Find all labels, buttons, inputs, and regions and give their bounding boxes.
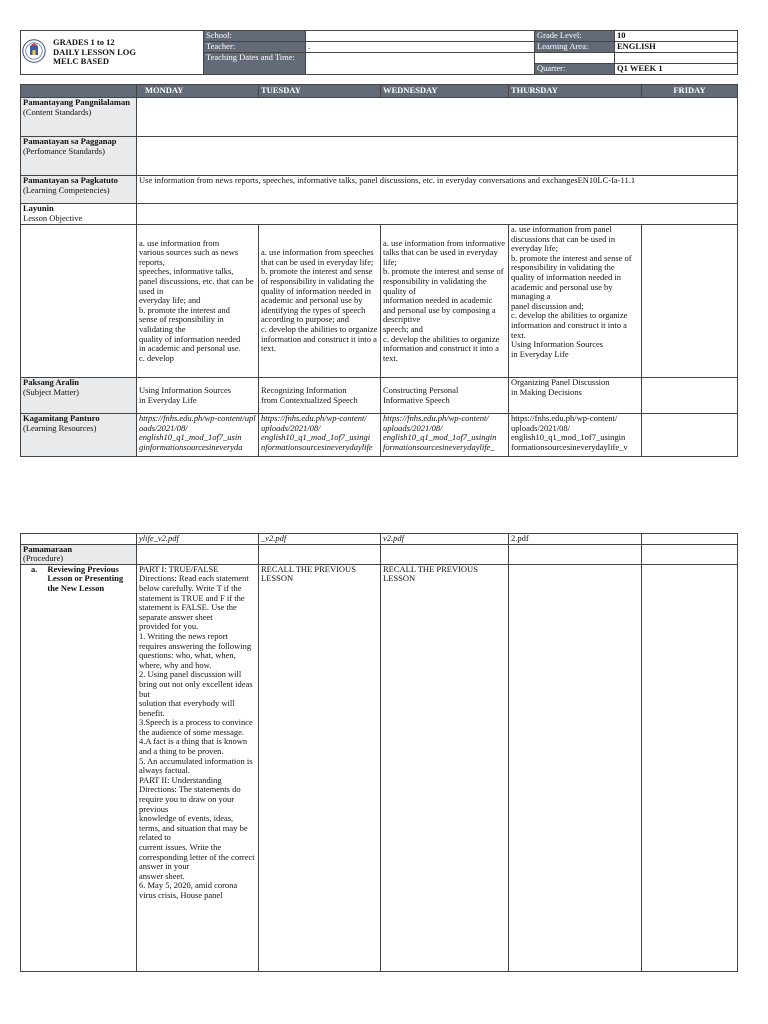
review-thursday[interactable]: [509, 564, 642, 971]
row-title: Pamantayan sa Pagganap: [23, 136, 117, 146]
objective-wednesday[interactable]: a. use information from informative talks that can be used in everyday life; b. promote the interest and sense of responsibility in validating the quality of information needed in academic and personal use by composing a descriptive speech; and c. develop the abilities to organize information and construct it into a text.: [381, 225, 509, 378]
day-tuesday: TUESDAY: [259, 85, 381, 98]
resource-link-wednesday[interactable]: https://fnhs.edu.ph/wp-content/ uploads/2021/08/ english10_q1_mod_1of7_usingin formationsourcesineverydaylife_: [381, 414, 509, 457]
objective-thursday[interactable]: a. use information from panel discussions that can be used in everyday life; b. promote the interest and sense of responsibility in validating the quality of information needed in academic and personal use by managing a panel discussion and; c. develop the abilities to organize information and construct it into a text. Using Information Sources in Everyday Life: [509, 225, 642, 378]
link-tail-monday[interactable]: ylife_v2.pdf: [137, 534, 259, 545]
row-subtitle: (Content Standards): [23, 106, 92, 117]
resource-link-monday[interactable]: https://fnhs.edu.ph/wp-content/uploads/2021/08/ english10_q1_mod_1of7_usin ginformationsourcesineveryda: [137, 414, 259, 457]
subject-friday[interactable]: [642, 378, 738, 414]
link-tail-thursday[interactable]: 2.pdf: [509, 534, 642, 545]
day-thursday: THURSDAY: [509, 85, 642, 98]
row-title: Pamamaraan: [23, 544, 73, 554]
day-wednesday: WEDNESDAY: [381, 85, 509, 98]
objective-row: [21, 204, 738, 225]
performance-standards-field[interactable]: [137, 137, 738, 176]
review-monday[interactable]: PART I: TRUE/FALSE Directions: Read each statement below carefully. Write T if the statement is TRUE and F if the statement is FALSE. Use the separate answer sheet provided for you. 1. Writing the news report requires answering the following questions: who, what, when, where, why and how. 2. Using panel discussion will bring out not only excellent ideas but solution that everybody will benefit. 3.Speech is a process to convince the audience of some message. 4.A fact is a thing that is known and a thing to be proven. 5. An accumulated information is always factual. PART II: Understanding Directions: The statements do require you to draw on your previous knowledge of events, ideas, terms, and situation that may be related to current issues. Write the corresponding letter of the correct answer in your answer sheet. 6. May 5, 2020, amid corona virus crisis, House panel: [137, 564, 259, 971]
blank-value-cell: [615, 53, 738, 64]
row-subtitle: (Learning Competencies): [23, 184, 110, 195]
day-header-blank: [21, 85, 137, 98]
objective-friday[interactable]: [642, 225, 738, 378]
row-title: Kagamitang Panturo: [23, 413, 100, 423]
review-tuesday[interactable]: RECALL THE PREVIOUS LESSON: [259, 564, 381, 971]
resource-link-thursday[interactable]: https://fnhs.edu.ph/wp-content/ uploads/2021/08/ english10_q1_mod_1of7_usingin formationsourcesineverydaylife_v: [509, 414, 642, 457]
day-friday: FRIDAY: [642, 85, 738, 98]
review-friday[interactable]: [642, 564, 738, 971]
subject-matter-row: [21, 378, 738, 414]
procedure-thursday[interactable]: [509, 544, 642, 564]
teacher-field[interactable]: .: [306, 42, 535, 53]
resource-link-friday[interactable]: [642, 414, 738, 457]
teaching-dates-label: Teaching Dates and Time:: [204, 53, 306, 75]
lesson-log-table-continued: [20, 533, 738, 972]
row-subtitle: (Subject Matter): [23, 386, 79, 397]
objective-tuesday[interactable]: a. use information from speeches that can be used in everyday life; b. promote the interest and sense of responsibility in validating the quality of information needed in academic and personal use by identifying the types of speech according to purpose; and c. develop the abilities to organize information and construct it into a text.: [259, 225, 381, 378]
row-subtitle: Lesson Objective: [23, 212, 83, 223]
learning-area-label: Learning Area:: [535, 42, 615, 53]
review-lesson-row: [21, 564, 738, 971]
objectives-blank: [21, 225, 137, 378]
content-standards-row: [21, 98, 738, 137]
procedure-friday[interactable]: [642, 544, 738, 564]
grade-level-label: Grade Level:: [535, 31, 615, 42]
title-line-2: DAILY LESSON LOG: [53, 46, 136, 57]
header-title: [21, 31, 204, 75]
content-standards-field[interactable]: [137, 98, 738, 137]
subject-monday[interactable]: Using Information Sources in Everyday Life: [137, 378, 259, 414]
lesson-log-table: [20, 84, 738, 457]
procedure-wednesday[interactable]: [381, 544, 509, 564]
day-monday: MONDAY: [137, 85, 259, 98]
quarter-field[interactable]: Q1 WEEK 1: [615, 64, 738, 75]
row-subtitle: (Perfomance Standards): [23, 145, 105, 156]
title-line-3: MELC BASED: [53, 56, 109, 67]
procedure-tuesday[interactable]: [259, 544, 381, 564]
quarter-label: Quarter:: [535, 64, 615, 75]
step-label: Reviewing Previous Lesson or Presenting the New Lesson: [47, 564, 124, 593]
review-wednesday[interactable]: RECALL THE PREVIOUS LESSON: [381, 564, 509, 971]
link-tail-row: [21, 534, 738, 545]
subject-thursday[interactable]: Organizing Panel Discussion in Making Decisions: [509, 378, 642, 414]
grade-level-field[interactable]: 10: [615, 31, 738, 42]
title-line-1: GRADES 1 to 12: [53, 37, 115, 48]
objective-field[interactable]: [137, 204, 738, 225]
objectives-detail-row: [21, 225, 738, 378]
header-table: [20, 30, 738, 75]
learning-area-field[interactable]: ENGLISH: [615, 42, 738, 53]
resource-link-tuesday[interactable]: https://fnhs.edu.ph/wp-content/ uploads/2021/08/ english10_q1_mod_1of7_usingi nformationsourcesineverydaylife: [259, 414, 381, 457]
link-tail-friday[interactable]: [642, 534, 738, 545]
row-title: Pamantayan sa Pagkatuto: [23, 175, 118, 185]
day-header-row: [21, 85, 738, 98]
procedure-monday[interactable]: [137, 544, 259, 564]
link-tail-blank: [21, 534, 137, 545]
row-title: Pamantayang Pangnilalaman: [23, 97, 130, 107]
row-title: Layunin: [23, 203, 54, 213]
row-title: Paksang Aralin: [23, 377, 79, 387]
procedure-row: [21, 544, 738, 564]
link-tail-tuesday[interactable]: _v2.pdf: [259, 534, 381, 545]
school-field[interactable]: [306, 31, 535, 42]
step-letter: a.: [31, 564, 38, 574]
competencies-field[interactable]: Use information from news reports, speeches, informative talks, panel discussions, etc. in everyday conversations and exchangesEN10LC-Ia-11.1: [137, 176, 738, 204]
blank-label-cell: [535, 53, 615, 64]
teaching-dates-field[interactable]: [306, 53, 535, 75]
subject-tuesday[interactable]: Recognizing Information from Contextualized Speech: [259, 378, 381, 414]
competencies-row: [21, 176, 738, 204]
teacher-label: Teacher:: [204, 42, 306, 53]
subject-wednesday[interactable]: Constructing Personal Informative Speech: [381, 378, 509, 414]
school-label: School:: [204, 31, 306, 42]
performance-standards-row: [21, 137, 738, 176]
objective-monday[interactable]: a. use information from various sources such as news reports, speeches, informative talks, panel discussions, etc. that can be used in everyday life; and b. promote the interest and sense of responsibility in validating the quality of information needed in academic and personal use. c. develop: [137, 225, 259, 378]
row-subtitle: (Procedure): [23, 553, 64, 564]
resources-row: [21, 414, 738, 457]
link-tail-wednesday[interactable]: v2.pdf: [381, 534, 509, 545]
row-subtitle: (Learning Resources): [23, 422, 97, 433]
